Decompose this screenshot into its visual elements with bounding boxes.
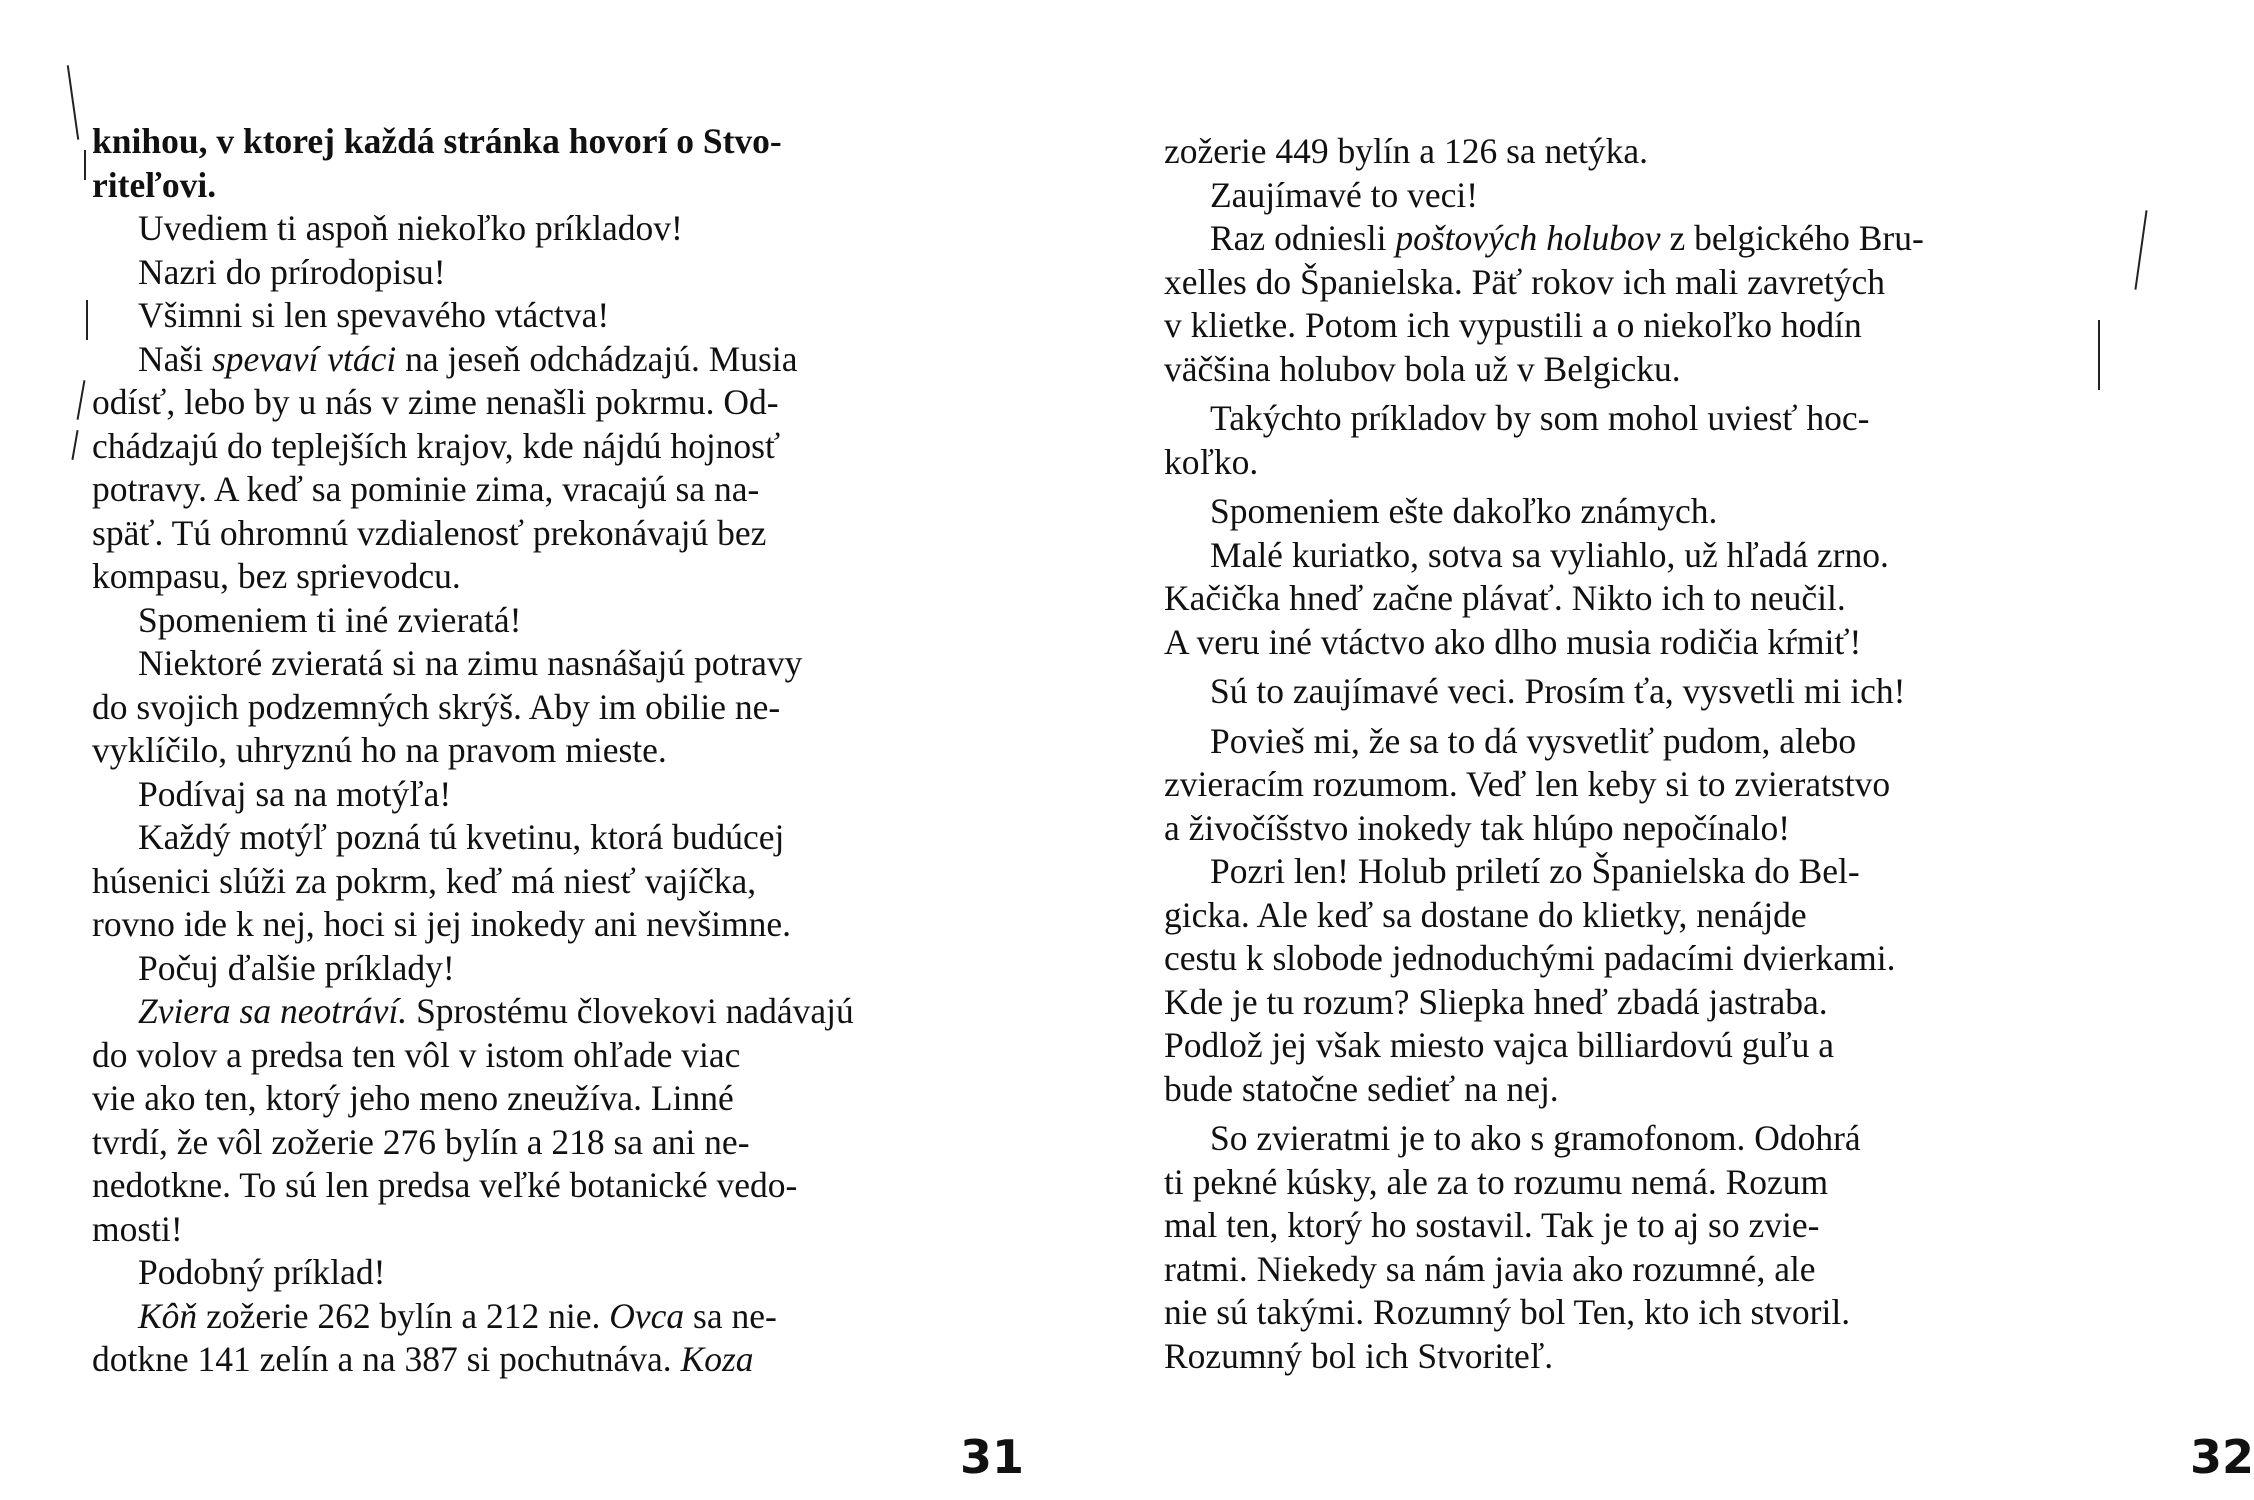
italic-term: Ovca — [609, 1295, 685, 1336]
right-page-text — [1164, 130, 2099, 1378]
text-line: a živočíšstvo inokedy tak hlúpo nepočínalo! — [1164, 807, 1791, 848]
text-line: Zaujímavé to veci! — [1210, 174, 1479, 215]
text-run: Sprostému človekovi nadávajú — [407, 991, 854, 1031]
text-line: tvrdí, že vôl zožerie 276 bylín a 218 sa ani ne- — [92, 1121, 750, 1162]
italic-term: Kôň — [138, 1295, 198, 1336]
text-run: z belgického Bru- — [1660, 218, 1924, 258]
text-line: Kačička hneď začne plávať. Nikto ich to neučil. — [1164, 578, 1846, 618]
italic-term: poštových holubov — [1395, 218, 1661, 258]
text-line: Podívaj sa na motýľa! — [138, 773, 452, 814]
text-line: Pozri len! Holub priletí zo Španielska do Bel- — [1210, 851, 1860, 891]
text-line: Každý motýľ pozná tú kvetinu, ktorá budúcej — [138, 817, 785, 857]
page-number: 32 — [2190, 1430, 2254, 1484]
text-line: do svojich podzemných skrýš. Aby im obilie ne- — [92, 686, 781, 727]
text-line: mal ten, ktorý ho sostavil. Tak je to aj so zvie- — [1164, 1205, 1820, 1245]
text-line: Povieš mi, že sa to dá vysvetliť pudom, alebo — [1210, 720, 1857, 761]
text-line — [92, 338, 1027, 382]
text-run: dotkne 141 zelín a na 387 si pochutnáva. — [92, 1339, 681, 1379]
scan-edge-line — [2134, 210, 2147, 289]
text-line: gicka. Ale keď sa dostane do klietky, nenájde — [1164, 894, 1807, 935]
text-line: chádzajú do teplejších krajov, kde nájdú hojnosť — [92, 425, 781, 466]
text-line: xelles do Španielska. Päť rokov ich mali zavretých — [1164, 261, 1886, 302]
text-line: Rozumný bol ich Stvoriteľ. — [1164, 1335, 1554, 1376]
text-line: Všimni si len spevavého vtáctva! — [138, 295, 610, 335]
text-line: väčšina holubov bola už v Belgicku. — [1164, 348, 1681, 389]
italic-term: spevaví vtáci — [211, 338, 397, 379]
text-line: odísť, lebo by u nás v zime nenašli pokrmu. Od- — [92, 382, 779, 422]
text-line: nedotkne. To sú len predsa veľké botanické vedo- — [92, 1165, 798, 1205]
text-line: Uvediem ti aspoň niekoľko príkladov! — [138, 208, 683, 248]
text-line: potravy. A keď sa pominie zima, vracajú sa na- — [92, 469, 760, 509]
text-line: ti pekné kúsky, ale za to rozumu nemá. Rozum — [1164, 1161, 1829, 1202]
right-page — [1030, 0, 2254, 1500]
text-line — [92, 1295, 1027, 1339]
text-line — [1164, 217, 2099, 261]
text-line: So zvieratmi je to ako s gramofonom. Odohrá — [1210, 1118, 1861, 1158]
text-line: cestu k slobode jednoduchými padacími dvierkami. — [1164, 938, 1896, 978]
text-line: do volov a predsa ten vôl v istom ohľade viac — [92, 1034, 741, 1075]
left-page-text — [92, 120, 1027, 1382]
italic-term: Koza — [680, 1339, 754, 1379]
text-line — [92, 1338, 1027, 1382]
text-line: v klietke. Potom ich vypustili a o niekoľko hodín — [1164, 305, 1862, 345]
text-line: Kde je tu rozum? Sliepka hneď zbadá jastraba. — [1164, 981, 1828, 1022]
text-line: rovno ide k nej, hoci si jej inokedy ani nevšimne. — [92, 904, 792, 944]
text-line: nie sú takými. Rozumný bol Ten, kto ich stvoril. — [1164, 1292, 1851, 1332]
text-line: Niektoré zvieratá si na zimu nasnášajú potravy — [138, 643, 803, 683]
text-line: ratmi. Niekedy sa nám javia ako rozumné, ale — [1164, 1248, 1816, 1289]
text-line: koľko. — [1164, 441, 1259, 482]
text-line: Podlož jej však miesto vajca billiardovú guľu a — [1164, 1025, 1835, 1065]
text-line: vyklíčilo, uhryznú ho na pravom mieste. — [92, 730, 667, 770]
text-line: knihou, v ktorej každá stránka hovorí o Stvo- — [92, 121, 782, 161]
text-line: vie ako ten, ktorý jeho meno zneužíva. Linné — [92, 1078, 734, 1118]
text-line: húsenici slúži za pokrm, keď má niesť vajíčka, — [92, 860, 757, 901]
page-number: 31 — [960, 1430, 1025, 1484]
text-run: na jeseň odchádzajú. Musia — [396, 338, 798, 379]
text-line: späť. Tú ohromnú vzdialenosť prekonávajú bez — [92, 512, 767, 553]
text-line: kompasu, bez sprievodcu. — [92, 556, 461, 596]
text-line: A veru iné vtáctvo ako dlho musia rodičia kŕmiť! — [1164, 621, 1862, 662]
text-line: mosti! — [92, 1208, 183, 1249]
text-line: Podobný príklad! — [138, 1252, 386, 1292]
left-page — [0, 0, 1025, 1500]
text-run: Raz odniesli — [1210, 218, 1396, 258]
text-line — [92, 990, 1027, 1034]
text-line: zožerie 449 bylín a 126 sa netýka. — [1164, 131, 1649, 171]
text-run: zožerie 262 bylín a 212 nie. — [197, 1295, 610, 1336]
text-line: Spomeniem ti iné zvieratá! — [138, 599, 522, 640]
text-run: sa ne- — [684, 1295, 777, 1336]
text-line: Malé kuriatko, sotva sa vyliahlo, už hľadá zrno. — [1210, 534, 1889, 575]
text-run: Naši — [138, 338, 212, 379]
text-line: Takýchto príkladov by som mohol uviesť hoc- — [1210, 398, 1870, 438]
text-line: Počuj ďalšie príklady! — [138, 947, 455, 988]
text-line: zvieracím rozumom. Veď len keby si to zvieratstvo — [1164, 764, 1891, 804]
text-line: bude statočne sedieť na nej. — [1164, 1068, 1559, 1109]
italic-term: Zviera sa neotráví. — [138, 991, 408, 1031]
text-line: Spomeniem ešte dakoľko známych. — [1210, 491, 1718, 531]
text-line: Sú to zaujímavé veci. Prosím ťa, vysvetli mi ich! — [1210, 671, 1906, 711]
text-line: Nazri do prírodopisu! — [138, 251, 446, 292]
text-line: riteľovi. — [92, 164, 217, 205]
